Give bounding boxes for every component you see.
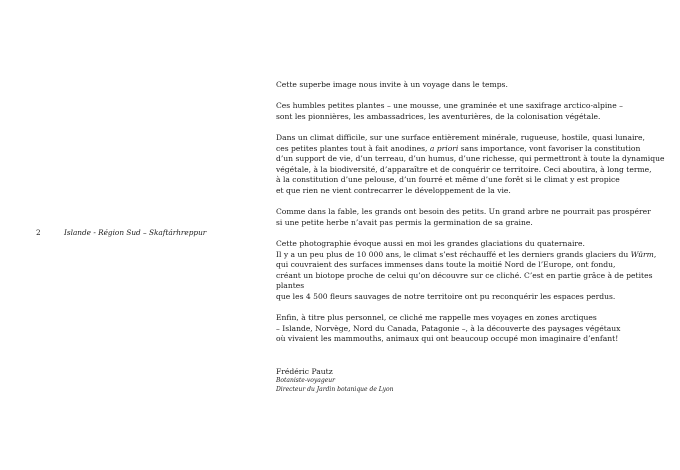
author-role-2: Directeur du Jardin botanique de Lyon [276,385,394,393]
paragraph-pioneers: Ces humbles petites plantes – une mousse, une graminée et une saxifrage arctico-alpine – sont les pionnières, les ambassadrices, les aventurières, de la colonisation végétale. [276,101,623,121]
author-role-1: Botaniste-voyageur [276,377,335,385]
author-name: Frédéric Pautz [276,366,333,376]
paragraph-fable: Comme dans la fable, les grands ont besoin des petits. Un grand arbre ne pourrait pas prospérer si une petite herbe n’avait pas permis la germination de sa graine. [276,207,651,227]
body-text [276,80,676,394]
paragraph-glaciations-italic: Würm [630,249,654,259]
paragraph-climate [276,133,676,197]
paragraph-climate-part1: Dans un climat difficile, sur une surface entièrement minérale, rugueuse, hostile, quasi lunaire, ces petites plantes tout à fait anodines, [276,132,645,153]
paragraph-climate-italic: a priori [429,143,459,153]
paragraph-personal: Enfin, à titre plus personnel, ce cliché me rappelle mes voyages en zones arctiques – Islande, Norvège, Nord du Canada, Patagonie –, à la découverte des paysages végétaux où vivaient les mammouths, animaux qui ont beaucoup occupé mon imaginaire d’enfant! [276,313,621,344]
photo-caption [36,228,206,238]
paragraph-glaciations-part1: Cette photographie évoque aussi en moi les grandes glaciations du quaternaire. Il y a un peu plus de 10 000 ans, le climat s’est réchauffé et les derniers grands glaciers du [276,238,629,259]
paragraph-climate-part2: sans importance, vont favoriser la constitution d’un support de vie, d’un terreau, d’un humus, d’une richesse, qui permettront à toute la dynamique végétale, à la biodiversité, d’apparaître et de conquérir ce territoire. Ceci aboutira, à long terme, à la constitution d’une pelouse, d’un fourré et même d’une forêt si le climat y est propice et que rien ne vient contrecarrer le développement de la vie. [276,143,665,195]
paragraph-glaciations-part2: , qui couvraient des surfaces immenses dans toute la moitié Nord de l’Europe, ont fondu, créant un biotope proche de celui qu’on découvre sur ce cliché. C’est en partie grâce à de petites plantes que les 4 500 fleurs sauvages de notre territoire ont pu reconquérir les espaces perdus. [276,249,657,301]
caption-location: Islande - Région Sud – Skaftárhreppur [64,228,207,237]
paragraph-intro: Cette superbe image nous invite à un voyage dans le temps. [276,80,508,89]
page-number: 2 [36,228,41,237]
signature [276,367,676,394]
paragraph-glaciations [276,239,676,303]
